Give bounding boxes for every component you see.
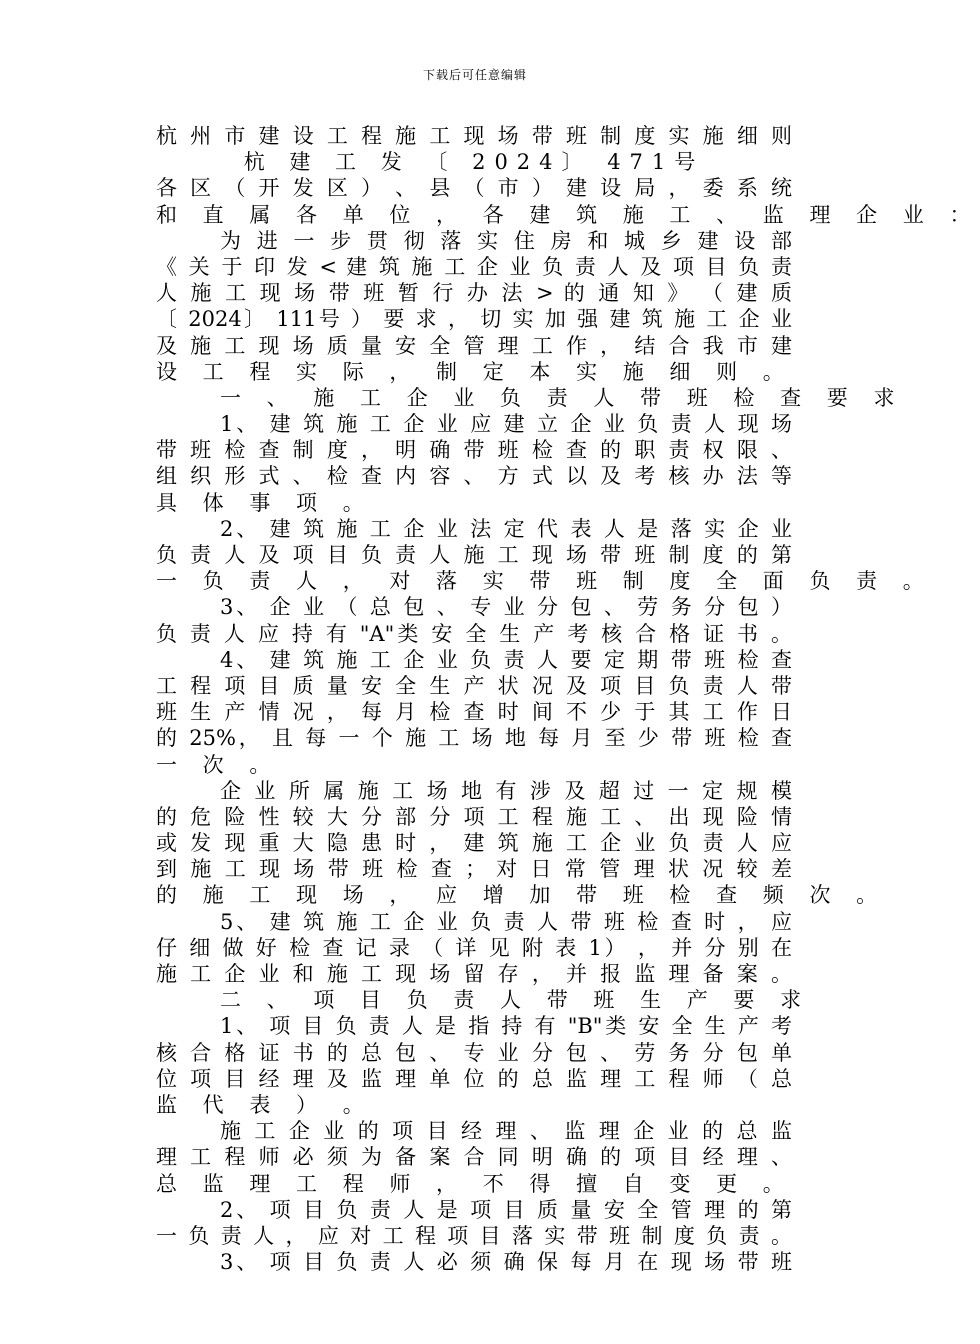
document-line: 5、 建 筑 施 工 企 业 负 责 人 带 班 检 查 时 ， 应 [220, 909, 792, 934]
document-line: 4、 建 筑 施 工 企 业 负 责 人 要 定 期 带 班 检 查 [220, 647, 792, 672]
document-line: 的 25%， 且 每 一 个 施 工 场 地 每 月 至 少 带 班 检 查 [156, 726, 792, 751]
document-line: 1、 项 目 负 责 人 是 指 持 有 "B"类 安 全 生 产 考 [220, 1014, 792, 1039]
document-line: 具 体 事 项 。 [156, 490, 374, 515]
document-line: 施 工 企 业 和 施 工 现 场 留 存 ， 并 报 监 理 备 案 。 [156, 962, 792, 986]
document-line: 为 进 一 步 贯 彻 落 实 住 房 和 城 乡 建 设 部 [220, 228, 792, 253]
document-line: 人 施 工 现 场 带 班 暂 行 办 法 > 的 通 知 》 （ 建 质 [156, 281, 792, 306]
document-line: 核 合 格 证 书 的 总 包 、 专 业 分 包 、 劳 务 分 包 单 [156, 1040, 792, 1065]
document-line: 总 监 理 工 程 师 ， 不 得 擅 自 变 更 。 [156, 1171, 794, 1196]
document-line: 理 工 程 师 必 须 为 备 案 合 同 明 确 的 项 目 经 理 、 [156, 1145, 792, 1170]
document-line: 一 、 施 工 企 业 负 责 人 带 班 检 查 要 求 [220, 385, 904, 410]
document-line: 的 施 工 现 场 ， 应 增 加 带 班 检 查 频 次 。 [156, 883, 887, 908]
document-line: 工 程 项 目 质 量 安 全 生 产 状 况 及 项 目 负 责 人 带 [156, 673, 792, 698]
document-line: 设 工 程 实 际 ， 制 定 本 实 施 细 则 。 [156, 359, 794, 384]
document-line: 2、 建 筑 施 工 企 业 法 定 代 表 人 是 落 实 企 业 [220, 516, 792, 541]
document-line: 组 织 形 式 、 检 查 内 容 、 方 式 以 及 考 核 办 法 等 [156, 464, 792, 489]
document-line: 和 直 属 各 单 位 ， 各 建 筑 施 工 、 监 理 企 业 ： [156, 202, 980, 227]
document-line: 一 负 责 人 ， 应 对 工 程 项 目 落 实 带 班 制 度 负 责 。 [156, 1223, 792, 1248]
document-line: 一 负 责 人 ， 对 落 实 带 班 制 度 全 面 负 责 。 [156, 569, 934, 594]
page-header-note: 下载后可任意编辑 [422, 68, 527, 82]
document-line: 各 区 （ 开 发 区 ） 、 县 （ 市 ） 建 设 局 ， 委 系 统 [156, 176, 792, 201]
document-line: 二 、 项 目 负 责 人 带 班 生 产 要 求 [220, 988, 811, 1013]
document-line: 带 班 检 查 制 度 ， 明 确 带 班 检 查 的 职 责 权 限 、 [156, 438, 792, 463]
document-line: 的 危 险 性 较 大 分 部 分 项 工 程 施 工 、 出 现 险 情 [156, 804, 792, 829]
document-line: 一 次 。 [156, 752, 280, 777]
document-line: 或 发 现 重 大 隐 患 时 ， 建 筑 施 工 企 业 负 责 人 应 [156, 831, 792, 856]
document-line: 3、 企 业 （ 总 包 、 专 业 分 包 、 劳 务 分 包 ） [220, 595, 792, 620]
document-line: 《 关 于 印 发 < 建 筑 施 工 企 业 负 责 人 及 项 目 负 责 [156, 254, 792, 279]
document-line: 负 责 人 及 项 目 负 责 人 施 工 现 场 带 班 制 度 的 第 [156, 543, 792, 567]
document-line: 3、 项 目 负 责 人 必 须 确 保 每 月 在 现 场 带 班 [220, 1250, 792, 1275]
document-line: 1、 建 筑 施 工 企 业 应 建 立 企 业 负 责 人 现 场 [220, 412, 792, 437]
document-line: 班 生 产 情 况 ， 每 月 检 查 时 间 不 少 于 其 工 作 日 [156, 700, 792, 725]
document-body [156, 123, 980, 1275]
document-line: 施 工 企 业 的 项 目 经 理 、 监 理 企 业 的 总 监 [220, 1119, 792, 1144]
document-line: 负 责 人 应 持 有 "A"类 安 全 生 产 考 核 合 格 证 书 。 [156, 621, 792, 646]
document-line: 仔 细 做 好 检 查 记 录 （ 详 见 附 表 1） ， 并 分 别 在 [156, 935, 792, 960]
document-line: 监 代 表 ） 。 [156, 1092, 374, 1117]
document-line: 2、 项 目 负 责 人 是 项 目 质 量 安 全 管 理 的 第 [220, 1197, 792, 1222]
document-line: 到 施 工 现 场 带 班 检 查 ； 对 日 常 管 理 状 况 较 差 [156, 857, 792, 882]
document-line: 杭 州 市 建 设 工 程 施 工 现 场 带 班 制 度 实 施 细 则 [156, 124, 792, 148]
document-line: 及 施 工 现 场 质 量 安 全 管 理 工 作 ， 结 合 我 市 建 [156, 333, 792, 358]
document-line: 企 业 所 属 施 工 场 地 有 涉 及 超 过 一 定 规 模 [220, 778, 792, 803]
document-line: 杭 建 工 发 〔 2024〕 471号 [243, 150, 705, 175]
document-line: 〔 2024〕 111号 ） 要 求 ， 切 实 加 强 建 筑 施 工 企 业 [156, 307, 792, 332]
document-line: 位 项 目 经 理 及 监 理 单 位 的 总 监 理 工 程 师 （ 总 [156, 1066, 792, 1091]
